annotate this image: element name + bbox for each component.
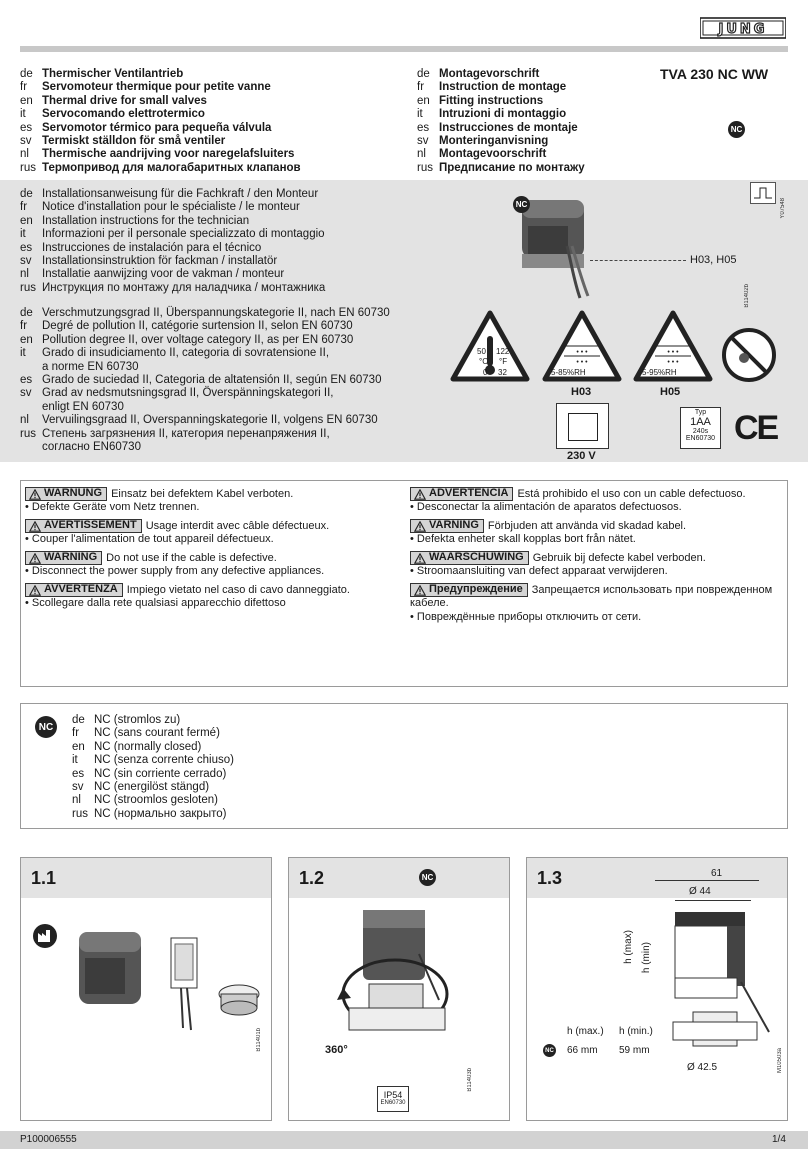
panel-1-1-code: B11401b [256, 1028, 262, 1052]
nc-legend-row [72, 754, 234, 767]
pollution-note-text: a norme EN 60730 [42, 360, 139, 373]
warning-bullet-text: Defekte Geräte vom Netz trennen. [31, 501, 200, 514]
instruction-title-row [417, 148, 585, 161]
warning-label-text: WARNING [44, 551, 98, 564]
panel-1-3-header [527, 858, 787, 898]
language-code: en [72, 740, 85, 753]
dimension-42-5: Ø 42.5 [687, 1062, 718, 1073]
ip-rating: IP54 [383, 1090, 403, 1100]
warning-bullet-text: Desconectar la alimentación de aparatos defectuosos. [416, 501, 682, 514]
nc-legend-row [72, 808, 234, 821]
pollution-note-text: Grado di insudiciamento II, categoria di sovratensione II, [42, 347, 330, 360]
type-rating: 1AA [690, 416, 711, 428]
language-code: rus [20, 161, 36, 174]
instruction-title-row [417, 162, 585, 175]
instruction-title-text: Monteringanvisning [439, 135, 549, 148]
language-code: fr [417, 81, 425, 94]
product-title-row [20, 95, 301, 108]
column-h-min: h (min.) [619, 1026, 653, 1037]
warning-bullet-text: Stroomaansluiting van defect apparaat verwijderen. [416, 565, 668, 578]
panel-1-2-number: 1.2 [299, 868, 325, 888]
nc-legend-row [72, 741, 234, 754]
installer-note-row [20, 228, 325, 241]
language-code: de [20, 307, 33, 319]
pollution-note-row [20, 401, 390, 414]
warning-block [25, 519, 385, 547]
nc-legend-text: NC (stroomlos gesloten) [94, 794, 218, 807]
warning-label [410, 519, 484, 533]
instruction-title-text: Montagevorschrift [439, 68, 540, 80]
warning-bullet-text: Couper l'alimentation de tout appareil défectueux. [31, 533, 274, 546]
installer-note-row [20, 201, 325, 214]
temp-c-bottom: 0 [483, 368, 488, 377]
jung-logo [700, 16, 786, 40]
language-code: nl [72, 794, 81, 807]
warning-line [410, 519, 780, 533]
product-title-text: Термопривод для малогабаритных клапанов [42, 161, 301, 174]
footer-bar [0, 1131, 808, 1149]
installer-note-text: Installationsanweisung für die Fachkraft / den Monteur [42, 188, 319, 200]
warning-block [25, 583, 385, 611]
warning-block [410, 583, 780, 624]
warnings-left [25, 487, 385, 615]
pollution-degree-list [20, 307, 390, 454]
panel-1-3 [526, 857, 788, 1121]
language-code: nl [20, 268, 29, 281]
nc-badge: NC [728, 121, 745, 138]
temp-f-top: 122 [496, 347, 510, 356]
page-number: 1/4 [772, 1134, 786, 1145]
type-rating-box [680, 407, 721, 449]
warning-text: Förbjuden att använda vid skadad kabel. [487, 519, 687, 532]
warning-label-text: VARNING [429, 519, 479, 532]
pollution-note-text: Степень загрязнения II, категория перенапряжения II, [42, 427, 330, 440]
dimension-drawing [665, 902, 775, 1067]
language-code: es [417, 121, 430, 134]
language-code: sv [20, 135, 32, 148]
language-code: rus [417, 161, 433, 174]
pollution-note-text: Grado de suciedad II, Categoria de altatensión II, según EN 60730 [42, 374, 382, 387]
warning-label-text: ADVERTENCIA [429, 487, 509, 500]
label-h03: H03 [571, 386, 592, 398]
warning-bullet: • Couper l'alimentation de tout appareil défectueux. [25, 533, 274, 546]
warning-bullet: • Defekte Geräte vom Netz trennen. [25, 501, 200, 514]
warning-bullet: • Scollegare dalla rete qualsiasi apparecchio difettoso [25, 597, 286, 610]
pollution-note-text: enligt EN 60730 [42, 400, 124, 413]
language-code: de [417, 68, 430, 80]
pollution-note-text: Degré de pollution II, catégorie surtension II, selon EN 60730 [42, 320, 353, 333]
warning-block [410, 551, 780, 579]
language-code: nl [20, 148, 29, 161]
installer-note-text: Installation instructions for the technician [42, 214, 250, 227]
installer-note-row [20, 188, 325, 201]
instruction-title-text: Intruzioni di montaggio [439, 108, 567, 121]
instruction-title-row [417, 95, 585, 108]
language-code: es [20, 241, 33, 254]
temperature-triangle [450, 310, 530, 387]
language-code: fr [20, 320, 28, 333]
language-code: es [72, 767, 85, 780]
panel-1-2-code: B11403b [467, 1068, 473, 1092]
language-code [20, 401, 42, 414]
warning-text: Impiego vietato nel caso di cavo danneggiato. [126, 583, 350, 596]
nc-legend-text: NC (sans courant fermé) [94, 727, 220, 740]
language-code: fr [72, 727, 80, 740]
warning-text: Está prohibido el uso con un cable defectuoso. [517, 487, 746, 500]
language-code: it [20, 108, 26, 121]
pollution-note-row [20, 387, 390, 400]
language-code: sv [20, 255, 32, 268]
nc-legend-text: NC (senza corrente chiuso) [94, 754, 234, 767]
language-code: rus [72, 807, 88, 820]
svg-text:• • •: • • • [576, 359, 588, 366]
warning-icon [29, 489, 41, 500]
warning-block [410, 487, 780, 515]
warning-line [410, 551, 780, 565]
warning-label [410, 583, 528, 597]
temp-unit-c: °C [479, 357, 488, 366]
language-code: de [20, 68, 33, 80]
language-code: nl [417, 148, 426, 161]
instruction-title-row [417, 135, 585, 148]
warning-line [410, 583, 780, 611]
dimension-61: 61 [711, 868, 723, 879]
product-title-row [20, 162, 301, 175]
language-code: fr [20, 81, 28, 94]
warning-icon [414, 521, 426, 532]
pollution-note-row [20, 441, 390, 454]
warning-label [410, 487, 513, 501]
type-norm: EN60730 [685, 435, 716, 442]
warning-label [410, 551, 529, 565]
valve-rotation-illustration [329, 904, 479, 1059]
nc-legend-text: NC (sin corriente cerrado) [94, 767, 227, 780]
language-code: de [20, 188, 33, 200]
language-code: it [20, 347, 26, 360]
panel-1-1-number: 1.1 [31, 868, 57, 888]
no-dust-icon [720, 326, 778, 389]
warning-label [25, 487, 107, 501]
installer-note-row [20, 255, 325, 268]
installer-note-text: Installatie aanwijzing voor de vakman / monteur [42, 268, 285, 281]
nc-legend-list [72, 714, 234, 821]
nc-legend-row [72, 714, 234, 727]
panel-1-1-header [21, 858, 271, 898]
language-code: it [417, 108, 423, 121]
ip-rating-box [377, 1086, 409, 1112]
instruction-title-text: Instruction de montage [439, 81, 567, 94]
warning-text: Do not use if the cable is defective. [106, 551, 277, 564]
warning-bullet: • Повреждённые приборы отключить от сети. [410, 610, 642, 623]
installer-note-list [20, 188, 325, 295]
nc-legend-text: NC (normally closed) [94, 740, 202, 753]
pollution-note-text: Pollution degree II, over voltage category II, as per EN 60730 [42, 333, 354, 346]
pollution-note-row [20, 320, 390, 333]
language-code: es [20, 121, 33, 134]
product-title-text: Thermische aandrijving voor naregelafsluiters [42, 148, 295, 161]
code-y07548: Y07548 [780, 198, 786, 219]
temp-f-bottom: 32 [498, 368, 507, 377]
actuator-nc-badge: NC [513, 196, 530, 213]
installer-note-text: Notice d'installation pour le spécialiste / le monteur [42, 201, 300, 214]
top-divider [20, 46, 788, 52]
humidity-h03: 5-85%RH [551, 368, 586, 377]
warning-block [25, 487, 385, 515]
actuator-parts-illustration [71, 918, 271, 1053]
warning-icon [414, 489, 426, 500]
instruction-title-list [417, 68, 585, 175]
instruction-title-text: Предписание по монтажу [439, 161, 585, 174]
double-insulation-icon [556, 403, 609, 449]
nc-legend-text: NC (нормально закрыто) [94, 807, 227, 820]
product-title-list [20, 68, 301, 175]
instruction-title-text: Fitting instructions [439, 94, 544, 107]
product-title-text: Servomoteur thermique pour petite vanne [42, 81, 271, 94]
voltage-label: 230 V [567, 450, 596, 462]
warning-bullet: • Defekta enheter skall kopplas bort från nätet. [410, 533, 636, 546]
warning-icon [414, 585, 426, 596]
label-h05: H05 [660, 386, 681, 398]
warning-line [25, 551, 385, 565]
product-title-row [20, 68, 301, 81]
brand-text: JUNG [718, 22, 768, 37]
dimension-61-line [655, 880, 759, 881]
pollution-note-row [20, 334, 390, 347]
document-id: P100006555 [20, 1134, 77, 1145]
warning-label-text: AVERTISSEMENT [44, 519, 137, 532]
instruction-title-row [417, 68, 585, 81]
language-code: fr [20, 201, 28, 214]
warning-text: Запрещается использовать при поврежденном кабеле. [410, 583, 773, 610]
language-code: sv [417, 135, 429, 148]
pollution-note-row [20, 347, 390, 360]
product-title-text: Thermischer Ventilantrieb [42, 68, 184, 80]
product-title-row [20, 148, 301, 161]
warning-label-text: WARNUNG [44, 487, 103, 500]
pollution-note-text: Verschmutzungsgrad II, Überspannungskategorie II, nach EN 60730 [42, 307, 390, 319]
temp-unit-f: °F [499, 357, 508, 366]
height-max-label: h (max) [623, 930, 634, 964]
warning-line [25, 583, 385, 597]
product-title-text: Servocomando elettrotermico [42, 108, 205, 121]
instruction-title-text: Instrucciones de montaje [439, 121, 578, 134]
warning-bullet: • Disconnect the power supply from any defective appliances. [25, 565, 325, 578]
installer-note-row [20, 242, 325, 255]
warning-block [25, 551, 385, 579]
warning-label-text: Предупреждение [429, 582, 523, 595]
nc-legend-text: NC (stromlos zu) [94, 714, 181, 726]
panel-1-2 [288, 857, 510, 1121]
warning-bullet: • Desconectar la alimentación de aparatos defectuosos. [410, 501, 682, 514]
warning-bullet-text: Scollegare dalla rete qualsiasi apparecchio difettoso [31, 597, 286, 610]
language-code: rus [20, 281, 36, 294]
installer-note-row [20, 215, 325, 228]
warning-icon [414, 553, 426, 564]
language-code [20, 441, 42, 454]
connector-label: H03, H05 [690, 254, 737, 266]
warning-icon [29, 585, 41, 596]
nc-legend-row [72, 768, 234, 781]
panel-1-3-number: 1.3 [537, 868, 563, 888]
pollution-note-row [20, 374, 390, 387]
pollution-note-row [20, 428, 390, 441]
installer-note-row [20, 282, 325, 295]
nc-legend-badge: NC [35, 716, 57, 738]
warnings-right [410, 487, 780, 628]
language-code: it [72, 754, 78, 767]
panel-1-3-nc-badge: NC [543, 1044, 556, 1057]
warning-block [410, 519, 780, 547]
warning-line [410, 487, 780, 501]
instruction-title-text: Montagevoorschrift [439, 148, 547, 161]
height-min-label: h (min) [641, 942, 652, 974]
product-name: TVA 230 NC WW [660, 66, 769, 82]
pollution-note-row [20, 307, 390, 320]
warning-bullet-text: Defekta enheter skall kopplas bort från nätet. [416, 533, 636, 546]
language-code: en [20, 333, 33, 346]
column-h-max: h (max.) [567, 1026, 604, 1037]
instruction-title-row [417, 122, 585, 135]
product-title-text: Thermal drive for small valves [42, 94, 207, 107]
warning-bullet-text: Повреждённые приборы отключить от сети. [416, 610, 642, 623]
installer-note-row [20, 268, 325, 281]
warning-label [25, 583, 123, 597]
instruction-title-row [417, 108, 585, 121]
warning-bullet: • Stroomaansluiting van defect apparaat verwijderen. [410, 565, 668, 578]
instruction-title-row [417, 81, 585, 94]
pollution-note-row [20, 414, 390, 427]
svg-text:• • •: • • • [576, 349, 588, 356]
pulse-icon [750, 182, 776, 204]
warning-bullet-text: Disconnect the power supply from any defective appliances. [31, 565, 325, 578]
language-code: it [20, 228, 26, 241]
language-code: nl [20, 414, 29, 427]
warning-text: Usage interdit avec câble défectueux. [145, 519, 330, 532]
product-title-text: Termiskt ställdon för små ventiler [42, 135, 226, 148]
warning-label-text: AVVERTENZA [44, 582, 118, 595]
svg-text:• • •: • • • [667, 349, 679, 356]
installer-note-text: Informazioni per il personale specializzato di montaggio [42, 228, 325, 241]
warning-label [25, 519, 142, 533]
language-code: sv [72, 781, 84, 794]
warning-label [25, 551, 102, 565]
pollution-note-text: Grad av nedsmutsningsgrad II, Överspänningskategori II, [42, 387, 334, 400]
ip-norm: EN60730 [380, 1100, 406, 1106]
panel-1-3-code: M10503a [777, 1048, 783, 1074]
code-b11402b: B11402b [744, 284, 750, 308]
product-title-text: Servomotor térmico para pequeña válvula [42, 121, 272, 134]
rotation-angle: 360° [325, 1044, 348, 1056]
language-code: es [20, 374, 33, 387]
type-cycles: 240s [692, 428, 709, 435]
language-code: rus [20, 427, 36, 440]
warning-text: Gebruik bij defecte kabel verboden. [532, 551, 706, 564]
leader-line [590, 260, 686, 261]
product-title-row [20, 81, 301, 94]
humidity-h05: 5-95%RH [642, 368, 677, 377]
warning-label-text: WAARSCHUWING [429, 551, 524, 564]
nc-legend-row [72, 794, 234, 807]
language-code: en [417, 94, 430, 107]
warning-icon [29, 553, 41, 564]
installer-note-text: Instrucciones de instalación para el técnico [42, 241, 262, 254]
installer-note-text: Инструкция по монтажу для наладчика / монтажника [42, 281, 326, 294]
pollution-note-row [20, 361, 390, 374]
warning-icon [29, 521, 41, 532]
product-title-row [20, 135, 301, 148]
type-label: Typ [694, 409, 707, 416]
svg-text:• • •: • • • [667, 359, 679, 366]
value-h-max: 66 mm [567, 1045, 598, 1056]
panel-1-2-nc-badge: NC [419, 869, 436, 886]
warning-line [25, 519, 385, 533]
dimension-44-line [675, 900, 751, 901]
pollution-note-text: Vervuilingsgraad II, Overspanningskategorie II, volgens EN 60730 [42, 414, 378, 427]
warning-line [25, 487, 385, 501]
language-code: en [20, 94, 33, 107]
warning-text: Einsatz bei defektem Kabel verboten. [111, 487, 294, 500]
dimension-44: Ø 44 [689, 886, 711, 897]
factory-icon [33, 924, 57, 953]
temp-c-top: 50 [477, 347, 486, 356]
value-h-min: 59 mm [619, 1045, 650, 1056]
ce-mark: CE [734, 409, 778, 447]
pollution-note-text: согласно EN60730 [42, 441, 141, 454]
nc-legend-text: NC (energilöst stängd) [94, 781, 210, 794]
panel-1-1 [20, 857, 272, 1121]
product-title-row [20, 122, 301, 135]
language-code: en [20, 214, 33, 227]
product-title-row [20, 108, 301, 121]
language-code: sv [20, 387, 32, 400]
nc-legend-row [72, 781, 234, 794]
nc-legend-row [72, 727, 234, 740]
language-code: de [72, 714, 85, 726]
language-code [20, 361, 42, 374]
installer-note-text: Installationsinstruktion för fackman / installatör [42, 255, 278, 268]
